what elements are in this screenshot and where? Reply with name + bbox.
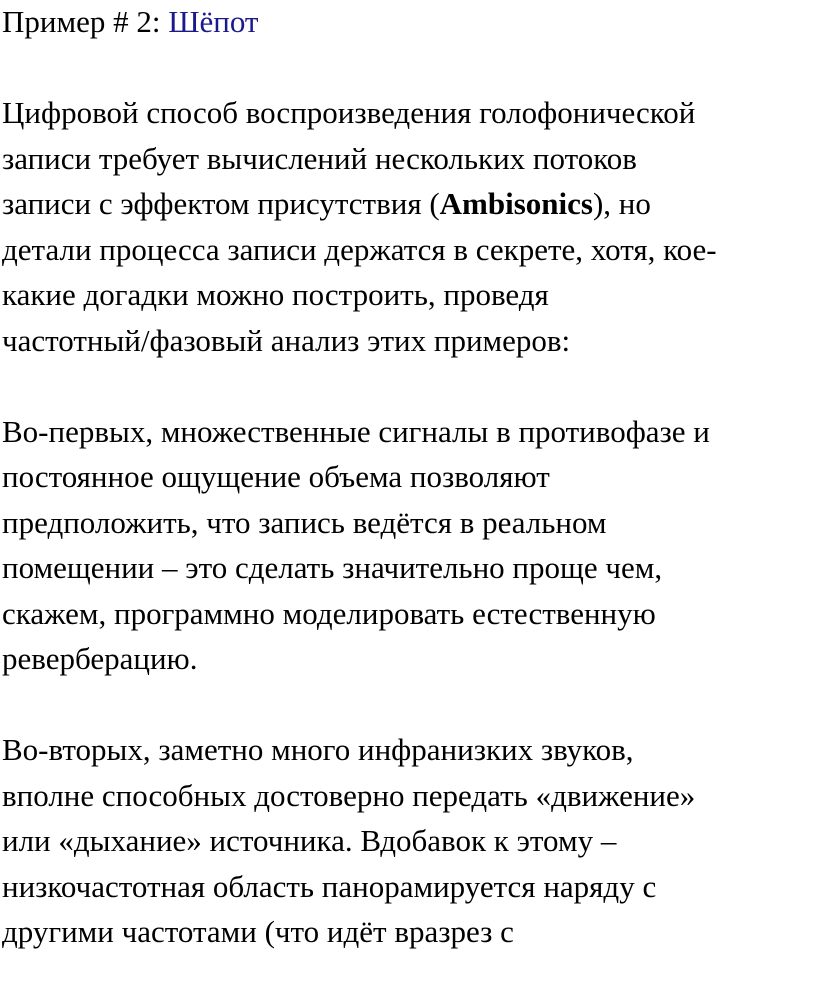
paragraph-line: Цифровой способ воспроизведения голофонической [2, 95, 696, 130]
paragraph-line: помещении – это сделать значительно проще чем, [2, 550, 663, 585]
paragraph-line: Во-первых, множественные сигналы в противофазе и [2, 413, 710, 449]
title-value: Шёпот [168, 4, 259, 39]
text-fragment: записи с эффектом присутствия ( [2, 186, 440, 221]
paragraph-line [2, 181, 814, 227]
paragraph-line: какие догадки можно построить, проведя [2, 277, 549, 312]
spacer [2, 45, 814, 91]
paragraph-2 [2, 409, 814, 682]
spacer [2, 363, 814, 409]
paragraph-line: детали процесса записи держатся в секрете, хотя, кое- [2, 231, 717, 267]
title-prefix: Пример # 2: [2, 4, 169, 39]
paragraph-line: скажем, программно моделировать естественную [2, 595, 656, 631]
document-page [2, 0, 814, 955]
paragraph-line: предположить, что запись ведётся в реальном [2, 504, 607, 540]
paragraph-line: вполне способных достоверно передать «движение» [2, 777, 696, 813]
text-fragment: ), но [592, 186, 651, 221]
paragraph-line: записи требует вычислений нескольких потоков [2, 140, 637, 176]
ambisonics-term: Ambisonics [439, 186, 593, 221]
paragraph-line: другими частотами (что идёт вразрез с [2, 914, 514, 949]
paragraph-line: Во-вторых, заметно много инфранизких звуков, [2, 732, 634, 767]
page-title [2, 0, 814, 45]
paragraph-line: низкочастотная область панорамируется наряду с [2, 868, 657, 904]
paragraph-line: или «дыхание» источника. Вдобавок к этому – [2, 823, 617, 858]
paragraph-line: постоянное ощущение объема позволяют [2, 459, 550, 494]
spacer [2, 682, 814, 728]
paragraph-1 [2, 90, 814, 363]
paragraph-line: реверберацию. [2, 641, 198, 676]
paragraph-line: частотный/фазовый анализ этих примеров: [2, 322, 571, 358]
paragraph-3 [2, 727, 814, 955]
